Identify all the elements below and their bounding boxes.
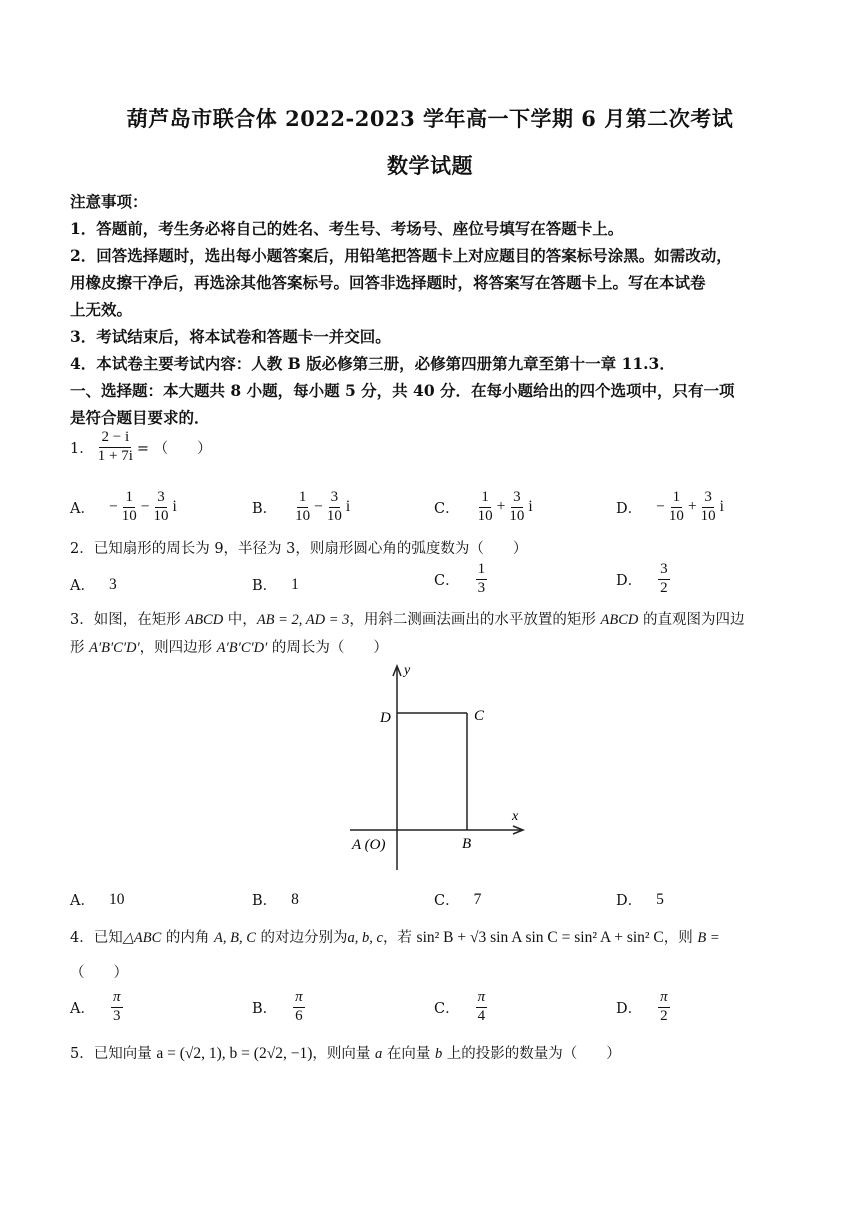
notice-item: 1．答题前，考生务必将自己的姓名、考生号、考场号、座位号填写在答题卡上。 [70,219,624,238]
q4-option-b[interactable]: B． $\frac{\pi}{6}$ [252,989,303,1024]
question-1 [70,430,212,465]
notice-item: 上无效。 [70,300,133,319]
point-d-label: D [380,710,391,726]
q4-option-d[interactable]: D． $\frac{\pi}{2}$ [616,989,668,1024]
q2-option-c[interactable]: C． $\frac{1}{3}$ [434,561,486,596]
y-axis-label: y [404,663,411,678]
question-2: 2．已知扇形的周长为 9，半径为 3，则扇形圆心角的弧度数为（ ） [70,541,528,557]
question-4-paren: （ ） [70,965,128,981]
q1-option-d[interactable]: D． − $\frac{1}{10}$ + $\frac{3}{10}$ i [616,489,724,524]
origin-label: A (O) [352,837,386,853]
q4-option-a[interactable]: A． $\frac{\pi}{3}$ [70,989,121,1024]
q3-option-d[interactable]: D． 5 [616,890,664,909]
q3-option-a[interactable]: A． 10 [70,890,125,909]
q1-option-b[interactable]: B． $\frac{1}{10}$ − $\frac{3}{10}$ i [252,489,351,524]
section-heading: 一、选择题：本大题共 8 小题，每小题 5 分，共 40 分．在每小题给出的四个选项中，只有一项 [70,381,735,400]
q3-option-b[interactable]: B． 8 [252,890,299,909]
question-number: 1． [70,440,94,457]
q1-option-c[interactable]: C． $\frac{1}{10}$ + $\frac{3}{10}$ i [434,489,533,524]
notice-item: 3．考试结束后，将本试卷和答题卡一并交回。 [70,327,391,346]
point-c-label: C [474,708,485,724]
x-axis-label: x [512,809,519,824]
exam-title: 葫芦岛市联合体 2022-2023 学年高一下学期 6 月第二次考试 [126,106,734,131]
q4-option-c[interactable]: C． $\frac{\pi}{4}$ [434,989,486,1024]
q2-option-b[interactable]: B． 1 [252,575,299,594]
q1-tail: = （ ） [136,440,212,457]
notice-item: 2．回答选择题时，选出每小题答案后，用铅笔把答题卡上对应题目的答案标号涂黑。如需改动， [70,246,732,265]
question-5: 5．已知向量 a = (√2, 1), b = (2√2, −1)，则向量 a 在向量 b 上的投影的数量为（ ） [70,1045,621,1062]
rectangle-figure [340,660,530,880]
notice-heading: 注意事项： [70,192,148,211]
q1-fraction: $\frac{2 - i}{1 + 7i}$ [97,429,133,464]
q1-option-a[interactable]: A． − $\frac{1}{10}$ − $\frac{3}{10}$ i [70,489,177,524]
notice-item: 用橡皮擦干净后，再选涂其他答案标号。回答非选择题时，将答案写在答题卡上。写在本试卷 [70,273,706,292]
q3-option-c[interactable]: C． 7 [434,890,482,909]
notice-item: 4．本试卷主要考试内容：人教 B 版必修第三册，必修第四册第九章至第十一章 11.3． [70,354,675,373]
question-4-line1: 4．已知△ABC 的内角 A, B, C 的对边分别为a, b, c，若 sin² B + √3 sin A sin C = sin² A + sin² C，则 B = [70,929,720,946]
question-3-line1: 3．如图，在矩形 ABCD 中，AB = 2, AD = 3，用斜二测画法画出的水平放置的矩形 ABCD 的直观图为四边 [70,612,745,628]
q2-option-a[interactable]: A． 3 [70,575,117,594]
q2-option-d[interactable]: D． $\frac{3}{2}$ [616,561,668,596]
section-heading-cont: 是符合题目要求的． [70,408,210,427]
point-b-label: B [462,836,472,852]
question-3-line2: 形 A′B′C′D′，则四边形 A′B′C′D′ 的周长为（ ） [70,640,388,656]
subject-title: 数学试题 [387,153,473,178]
